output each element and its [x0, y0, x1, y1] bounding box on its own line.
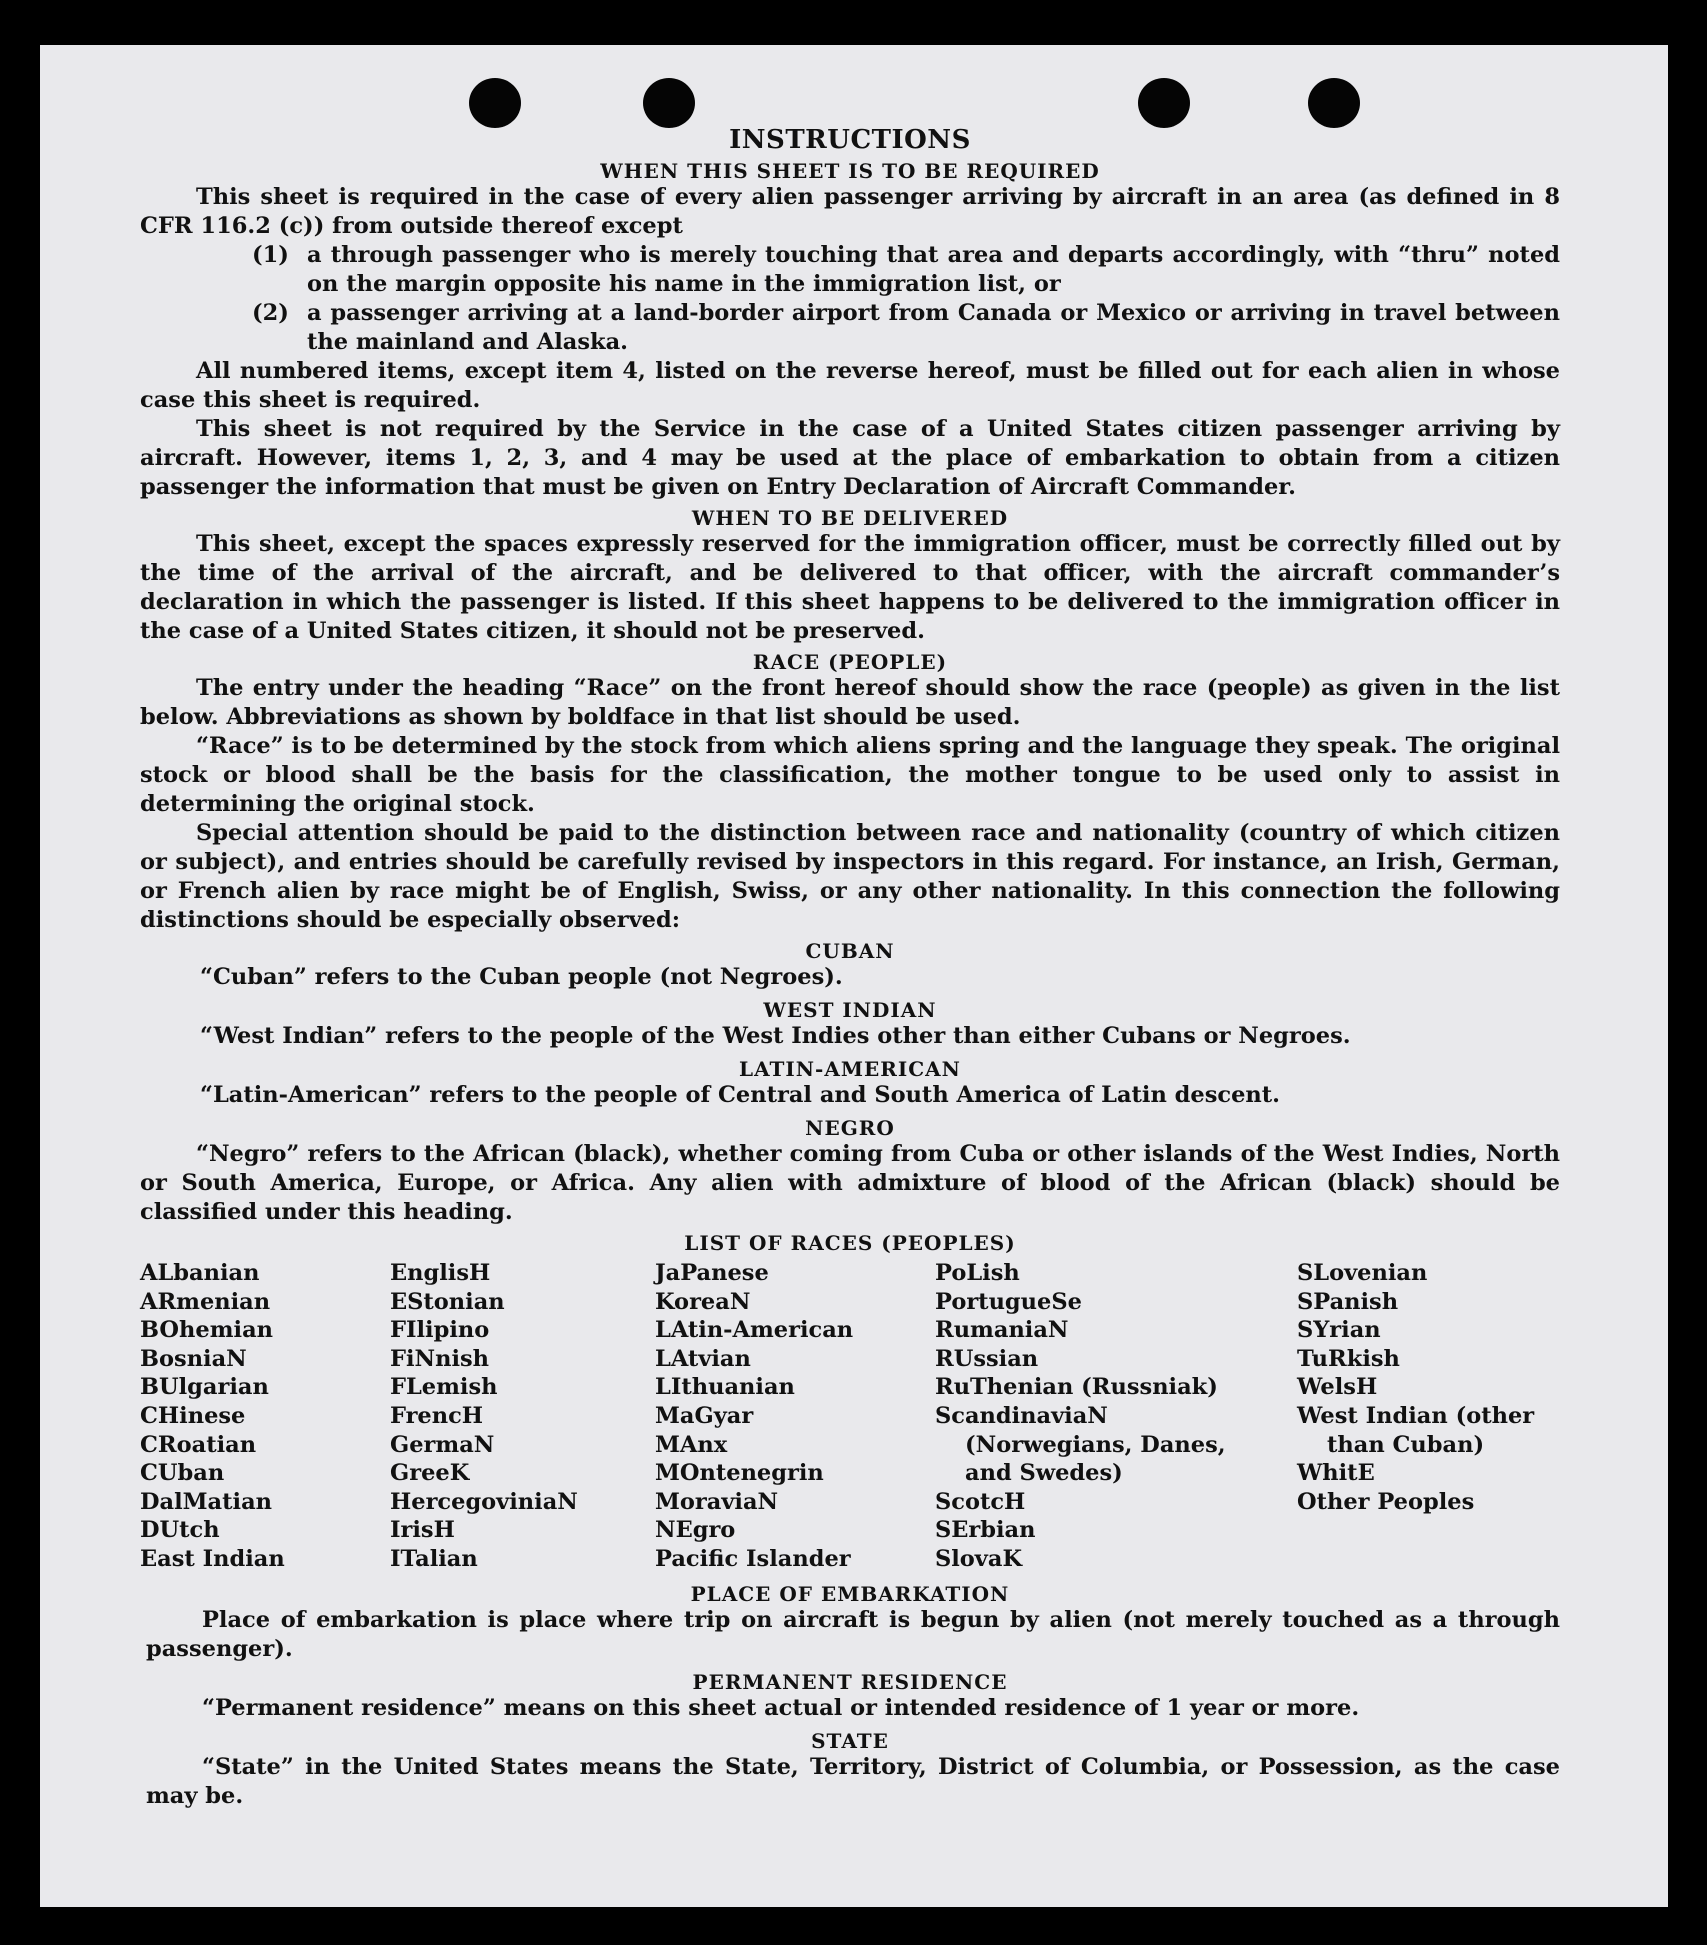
item-number: (2) [252, 300, 289, 326]
item-text: a passenger arriving at a land-border airport from Canada or Mexico or arriving in travel between the mainland and Alaska. [307, 300, 1560, 355]
race-item: DalMatian [140, 1488, 273, 1515]
paragraph: All numbered items, except item 4, listed on the reverse hereof, must be filled out for each alien in whose case this sheet is required. [140, 358, 1560, 413]
race-item: ScotcH [935, 1488, 1026, 1515]
paragraph: “Race” is to be determined by the stock from which aliens spring and the language they speak. The original stock or blood shall be the basis for the classification, the mother tongue to be used only to assist in determining the original stock. [140, 733, 1560, 817]
paragraph: “Latin-American” refers to the people of Central and South America of Latin descent. [200, 1082, 1280, 1108]
race-item: SLovenian [1297, 1260, 1428, 1286]
race-item: FrencH [390, 1402, 484, 1429]
race-item: BOhemian [140, 1317, 274, 1344]
punch-hole [1138, 78, 1190, 128]
race-item: BUlgarian [140, 1374, 269, 1401]
race-item: MaGyar [655, 1402, 754, 1429]
heading-west-indian: WEST INDIAN [763, 998, 937, 1022]
race-item: BosniaN [140, 1345, 247, 1372]
punch-hole [643, 78, 695, 128]
race-item: FIlipino [390, 1317, 490, 1344]
race-column [935, 1259, 1297, 1574]
item-text: a through passenger who is merely touching that area and departs accordingly, with “thru” noted on the margin opposite his name in the immigration list, or [307, 242, 1560, 297]
race-item: FLemish [390, 1374, 498, 1401]
heading-race-list: LIST OF RACES (PEOPLES) [684, 1231, 1016, 1255]
document-sheet [40, 45, 1668, 1907]
race-item: GreeK [390, 1460, 470, 1487]
race-item: SYrian [1297, 1317, 1381, 1344]
race-item: RuThenian (Russniak) [935, 1374, 1218, 1401]
race-item: ITalian [390, 1545, 478, 1572]
race-column [655, 1259, 935, 1574]
race-item: LIthuanian [655, 1374, 795, 1401]
paragraph: The entry under the heading “Race” on the front hereof should show the race (people) as given in the list below. Abbreviations as shown by boldface in that list should be used. [140, 675, 1560, 730]
race-item: PoLish [935, 1260, 1020, 1286]
race-item: TuRkish [1297, 1345, 1400, 1372]
race-item: LAtin-American [655, 1317, 854, 1344]
race-item: CHinese [140, 1402, 246, 1429]
race-item: KoreaN [655, 1288, 751, 1315]
race-item: WhitE [1297, 1460, 1375, 1487]
heading-embarkation: PLACE OF EMBARKATION [690, 1581, 1010, 1606]
heading-latin-american: LATIN-AMERICAN [739, 1057, 961, 1081]
race-item: DUtch [140, 1517, 220, 1544]
paragraph: “Cuban” refers to the Cuban people (not Negroes). [200, 964, 843, 990]
race-item: EnglisH [390, 1260, 491, 1286]
race-item: ALbanian [140, 1260, 260, 1286]
instructions-content [140, 125, 1560, 1811]
race-item: JaPanese [655, 1260, 769, 1286]
race-item: LAtvian [655, 1345, 751, 1372]
paragraph: “Permanent residence” means on this sheet actual or intended residence of 1 year or more. [202, 1694, 1360, 1721]
race-item: MOntenegrin [655, 1460, 824, 1487]
race-item: ScandinaviaN (Norwegians, Danes, and Swedes) [935, 1402, 1226, 1487]
page-title: INSTRUCTIONS [729, 125, 971, 155]
race-column [140, 1259, 390, 1574]
race-item: MoraviaN [655, 1488, 779, 1515]
heading-negro: NEGRO [805, 1116, 895, 1140]
paragraph: Place of embarkation is place where trip on aircraft is begun by alien (not merely touched as a through passenger). [146, 1606, 1560, 1662]
heading-race: RACE (PEOPLE) [752, 650, 948, 674]
race-item: SPanish [1297, 1288, 1399, 1315]
race-column [390, 1259, 655, 1574]
heading-when-required: WHEN THIS SHEET IS TO BE REQUIRED [600, 159, 1100, 183]
race-item: EStonian [390, 1288, 505, 1315]
race-item: GermaN [390, 1431, 495, 1458]
list-item [252, 299, 1560, 357]
race-item: RumaniaN [935, 1317, 1069, 1344]
race-item: Other Peoples [1297, 1488, 1475, 1515]
race-item: MAnx [655, 1431, 728, 1458]
race-column [1297, 1259, 1560, 1574]
race-item: SErbian [935, 1517, 1036, 1544]
race-item: IrisH [390, 1517, 455, 1544]
paragraph: Special attention should be paid to the distinction between race and nationality (country of which citizen or subject), and entries should be carefully revised by inspectors in this regard. For instance, an Irish, German, or French alien by race might be of English, Swiss, or any other nationality. In this connection the following distinctions should be especially observed: [140, 820, 1560, 933]
paragraph: This sheet is not required by the Service in the case of a United States citizen passenger arriving by aircraft. However, items 1, 2, 3, and 4 may be used at the place of embarkation to obtain from a citizen passenger the information that must be given on Entry Declaration of Aircraft Commander. [140, 416, 1560, 500]
race-item: East Indian [140, 1545, 285, 1572]
race-list [140, 1259, 1560, 1574]
race-item: SlovaK [935, 1545, 1023, 1572]
paragraph: “Negro” refers to the African (black), whether coming from Cuba or other islands of the West Indies, North or South America, Europe, or Africa. Any alien with admixture of blood of the African (black) should be classified under this heading. [140, 1141, 1560, 1225]
race-item: FiNnish [390, 1345, 490, 1372]
punch-hole [469, 78, 521, 128]
race-item: ARmenian [140, 1288, 271, 1315]
race-item: NEgro [655, 1517, 736, 1544]
heading-cuban: CUBAN [805, 939, 895, 963]
heading-residence: PERMANENT RESIDENCE [692, 1669, 1008, 1694]
paragraph: “State” in the United States means the State, Territory, District of Columbia, or Possession, as the case may be. [146, 1753, 1560, 1809]
punch-hole [1308, 78, 1360, 128]
race-item: RUssian [935, 1345, 1039, 1372]
heading-state: STATE [811, 1728, 889, 1753]
race-item: CRoatian [140, 1431, 257, 1458]
list-item [252, 241, 1560, 299]
race-item: West Indian (other than Cuban) [1297, 1402, 1535, 1458]
race-item: Pacific Islander [655, 1545, 851, 1572]
race-item: WelsH [1297, 1374, 1378, 1401]
paragraph: “West Indian” refers to the people of the West Indies other than either Cubans or Negroes. [200, 1023, 1351, 1049]
heading-when-delivered: WHEN TO BE DELIVERED [691, 506, 1009, 530]
paragraph: This sheet, except the spaces expressly reserved for the immigration officer, must be correctly filled out by the time of the arrival of the aircraft, and be delivered to that officer, with the aircraft commander’s declaration in which the passenger is listed. If this sheet happens to be delivered to the immigration officer in the case of a United States citizen, it should not be preserved. [140, 531, 1560, 644]
race-item: CUban [140, 1460, 225, 1487]
paragraph: This sheet is required in the case of every alien passenger arriving by aircraft in an area (as defined in 8 CFR 116.2 (c)) from outside thereof except [140, 184, 1560, 239]
race-item: PortugueSe [935, 1288, 1082, 1315]
race-item: HercegoviniaN [390, 1488, 578, 1515]
item-number: (1) [252, 242, 289, 268]
